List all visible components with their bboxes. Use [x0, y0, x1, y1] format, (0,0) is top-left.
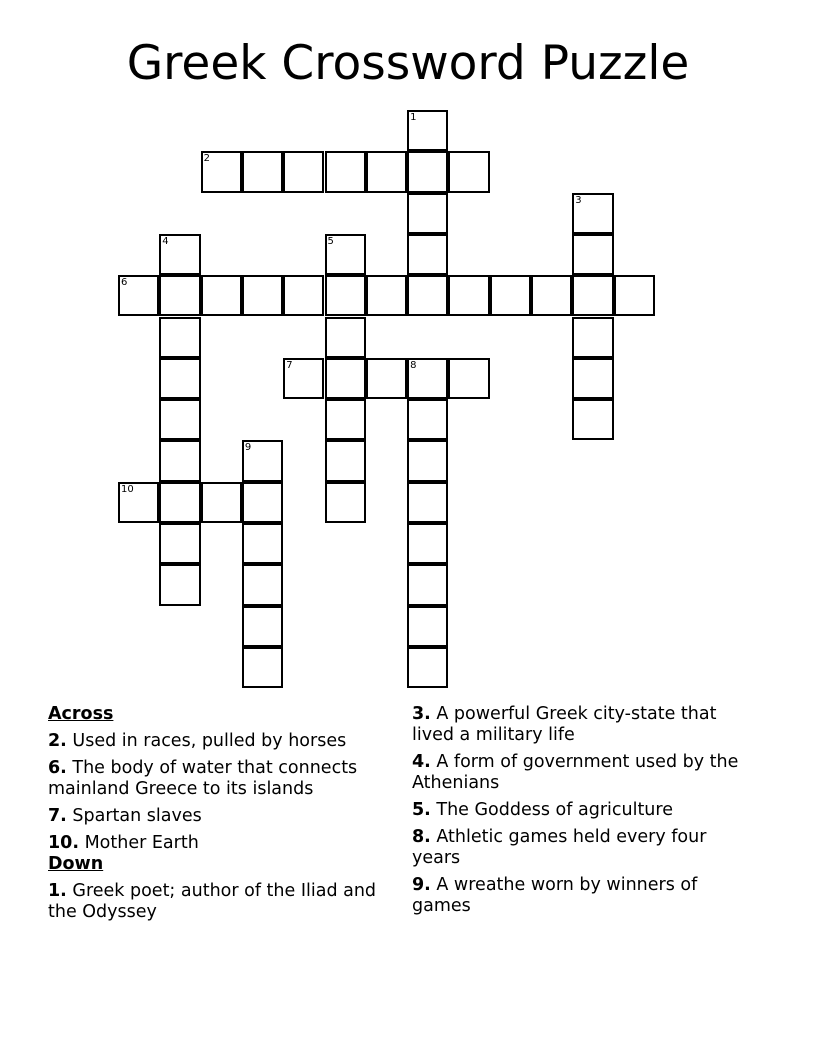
grid-cell[interactable]	[407, 358, 448, 399]
clue-number: 4	[162, 235, 169, 247]
across-clue-6: 6. The body of water that connects mainland Greece to its islands	[48, 758, 358, 799]
clue-number: 9	[244, 442, 252, 454]
grid-cell[interactable]	[325, 482, 366, 523]
grid-cell[interactable]	[572, 399, 613, 440]
down-clue-3: 3. A powerful Greek city-state that lived a military life	[412, 704, 717, 745]
grid-cell[interactable]	[407, 523, 448, 564]
grid-cell[interactable]	[407, 647, 448, 688]
grid-cell[interactable]	[325, 234, 366, 275]
grid-cell[interactable]	[407, 151, 448, 192]
clue-number: 3	[575, 194, 582, 206]
grid-cell[interactable]	[325, 275, 366, 316]
grid-cell[interactable]	[407, 275, 448, 316]
grid-cell[interactable]	[242, 275, 283, 316]
puzzle-title: Greek Crossword Puzzle	[126, 36, 690, 91]
grid-cell[interactable]	[242, 523, 283, 564]
grid-cell[interactable]	[201, 151, 242, 192]
grid-cell[interactable]	[159, 358, 200, 399]
grid-cell[interactable]	[283, 151, 324, 192]
down-clue-1: 1. Greek poet; author of the Iliad and the Odyssey	[48, 881, 377, 922]
grid-cell[interactable]	[407, 234, 448, 275]
grid-cell[interactable]	[159, 440, 200, 481]
grid-cell[interactable]	[448, 275, 489, 316]
grid-cell[interactable]	[159, 482, 200, 523]
clue-number: 6	[121, 277, 128, 289]
grid-cell[interactable]	[201, 275, 242, 316]
grid-cell[interactable]	[366, 275, 407, 316]
grid-cell[interactable]	[366, 358, 407, 399]
grid-cell[interactable]	[201, 482, 242, 523]
grid-cell[interactable]	[159, 234, 200, 275]
grid-cell[interactable]	[159, 275, 200, 316]
grid-cell[interactable]	[407, 440, 448, 481]
grid-cell[interactable]	[407, 399, 448, 440]
grid-cell[interactable]	[407, 482, 448, 523]
grid-cell[interactable]	[118, 275, 159, 316]
grid-cell[interactable]	[366, 151, 407, 192]
grid-cell[interactable]	[159, 523, 200, 564]
across-clue-7: 7. Spartan slaves	[48, 806, 202, 826]
grid-cell[interactable]	[325, 358, 366, 399]
grid-cell[interactable]	[572, 317, 613, 358]
clue-number: 10	[121, 483, 134, 495]
down-clue-5: 5. The Goddess of agriculture	[412, 800, 673, 820]
grid-cell[interactable]	[242, 564, 283, 605]
grid-cell[interactable]	[325, 317, 366, 358]
clue-number: 1	[410, 112, 417, 123]
across-clue-2: 2. Used in races, pulled by horses	[48, 731, 347, 751]
grid-cell[interactable]	[242, 606, 283, 647]
grid-cell[interactable]	[572, 193, 613, 234]
grid-cell[interactable]	[159, 317, 200, 358]
grid-cell[interactable]	[242, 151, 283, 192]
grid-cell[interactable]	[283, 358, 324, 399]
clues-right-column	[412, 704, 757, 923]
grid-cell[interactable]	[407, 564, 448, 605]
across-header: Across	[48, 704, 114, 724]
down-header: Down	[48, 854, 104, 874]
grid-cell[interactable]	[407, 606, 448, 647]
down-clue-8: 8. Athletic games held every four years	[412, 827, 707, 868]
grid-cell[interactable]	[283, 275, 324, 316]
grid-cell[interactable]	[407, 110, 448, 151]
grid-cell[interactable]	[572, 358, 613, 399]
across-clue-10: 10. Mother Earth	[48, 833, 199, 853]
grid-cell[interactable]	[531, 275, 572, 316]
clue-number: 5	[327, 235, 334, 247]
grid-cell[interactable]	[325, 440, 366, 481]
grid-cell[interactable]	[118, 482, 159, 523]
grid-cell[interactable]	[614, 275, 655, 316]
grid-cell[interactable]	[572, 234, 613, 275]
clue-number: 8	[410, 359, 417, 371]
grid-cell[interactable]	[159, 564, 200, 605]
clue-number: 7	[286, 359, 293, 371]
grid-cell[interactable]	[242, 440, 283, 481]
clues-left-column	[48, 704, 393, 929]
grid-cell[interactable]	[325, 151, 366, 192]
grid-cell[interactable]	[325, 399, 366, 440]
down-clue-4: 4. A form of government used by the Athenians	[412, 752, 739, 793]
grid-cell[interactable]	[242, 647, 283, 688]
grid-cell[interactable]	[490, 275, 531, 316]
grid-cell[interactable]	[448, 358, 489, 399]
grid-cell[interactable]	[242, 482, 283, 523]
grid-cell[interactable]	[448, 151, 489, 192]
clue-number: 2	[203, 153, 210, 165]
grid-cell[interactable]	[159, 399, 200, 440]
grid-cell[interactable]	[407, 193, 448, 234]
grid-cell[interactable]	[572, 275, 613, 316]
down-clue-9: 9. A wreathe worn by winners of games	[412, 875, 698, 916]
